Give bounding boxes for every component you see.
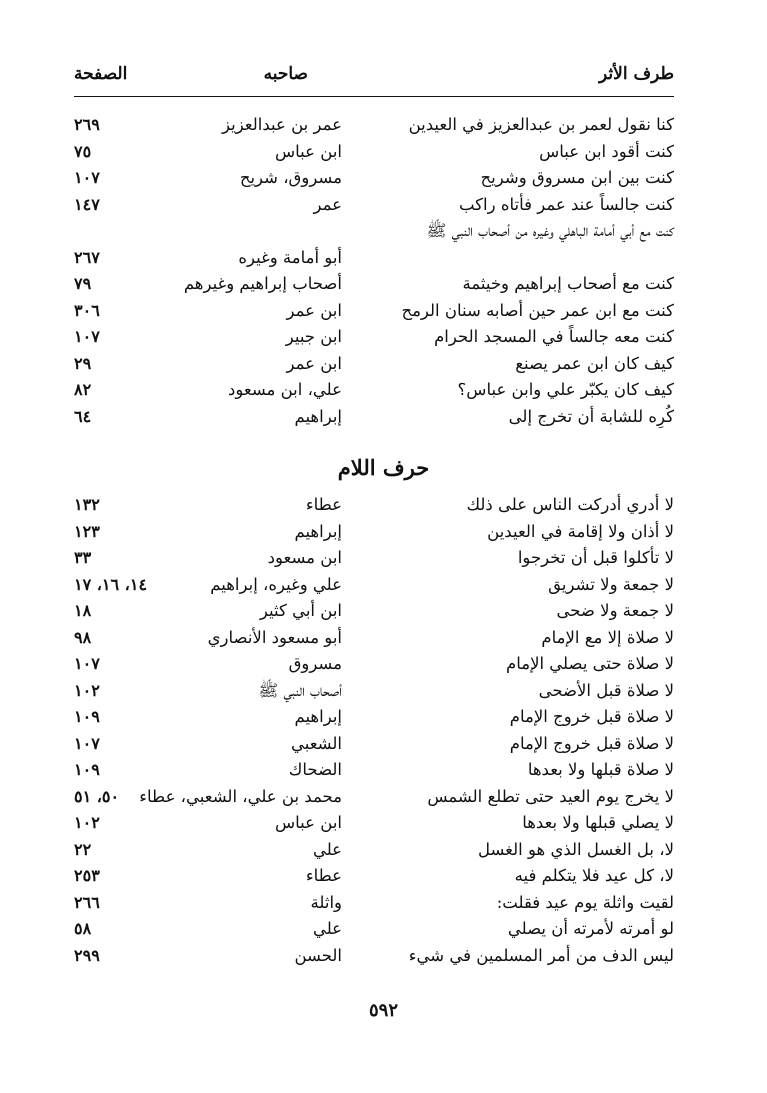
entry-athar: لا جمعة ولا تشريق: [548, 574, 674, 594]
entry-page: ١٣٢: [74, 495, 100, 514]
entry-athar: لا، كل عيد فلا يتكلم فيه: [514, 866, 674, 885]
table-row: [74, 943, 674, 970]
table-row: [74, 519, 674, 546]
entry-sahib: علي: [312, 839, 342, 859]
entry-sahib: علي وغيره، إبراهيم: [210, 574, 342, 594]
header-athar: طرف الأثر: [599, 64, 674, 84]
entry-page: ٢٥٣: [74, 866, 100, 885]
entry-sahib: مسروق: [288, 654, 342, 673]
entry-athar: لا أدري أدركت الناس على ذلك: [466, 495, 674, 514]
table-row: [74, 351, 674, 378]
entry-page: ٣٠٦: [74, 300, 100, 320]
entry-sahib: الحسن: [294, 945, 342, 965]
entry-athar: كنت معه جالساً في المسجد الحرام: [434, 327, 674, 346]
entry-athar: لا صلاة حتى يصلي الإمام: [505, 654, 674, 673]
table-header: [74, 64, 674, 94]
entry-page: ١٠٧: [74, 733, 100, 753]
entry-athar: كيف كان يكبّر علي وابن عباس؟: [457, 380, 674, 399]
entry-sahib: واثلة: [310, 892, 342, 912]
index-section-lam: [74, 492, 674, 969]
table-row: [74, 572, 674, 599]
page-number: ٥٩٢: [368, 1000, 398, 1021]
table-row: [74, 298, 674, 325]
entry-page: ٢٩٩: [74, 945, 100, 965]
entry-athar: لا تأكلوا قبل أن تخرجوا: [517, 548, 674, 567]
header-page: الصفحة: [74, 64, 128, 84]
entry-sahib: إبراهيم: [294, 521, 342, 541]
entry-sahib: الضحاك: [288, 760, 342, 779]
table-row: [74, 139, 674, 166]
entry-page: ١٤٧: [74, 194, 100, 214]
entry-page: ١٨: [74, 601, 92, 620]
entry-sahib: علي: [312, 919, 342, 938]
entry-athar: لا صلاة قبلها ولا بعدها: [527, 760, 674, 779]
entry-page: ١٠٢: [74, 813, 100, 832]
entry-page: ٢٩: [74, 353, 92, 373]
section-title: حرف اللام: [337, 455, 430, 480]
entry-athar: لا يخرج يوم العيد حتى تطلع الشمس: [427, 786, 674, 806]
table-row: [74, 837, 674, 864]
entry-sahib: عطاء: [305, 866, 342, 885]
entry-athar: لا صلاة قبل الأضحى: [538, 680, 674, 700]
table-row: [74, 271, 674, 298]
table-row: [74, 810, 674, 837]
entry-sahib: أبو أمامة وغيره: [238, 247, 342, 267]
entry-sahib: أبو مسعود الأنصاري: [207, 627, 342, 647]
entry-page: ٣٣: [74, 548, 92, 567]
entry-sahib: أصحاب النبي ﷺ: [258, 680, 342, 700]
entry-page: ٩٨: [74, 627, 92, 647]
entry-sahib: إبراهيم: [294, 406, 342, 426]
entry-athar: كنت بين ابن مسروق وشريح: [480, 168, 674, 187]
entry-sahib: مسروق، شريح: [239, 168, 342, 187]
table-row: [74, 890, 674, 917]
entry-page: ١٢٣: [74, 521, 100, 541]
entry-athar: لا صلاة قبل خروج الإمام: [509, 733, 674, 753]
header-rule: [74, 96, 674, 97]
entry-page: ١٠٩: [74, 707, 100, 726]
entry-athar: لا يصلي قبلها ولا بعدها: [522, 813, 674, 832]
entry-sahib: ابن عباس: [275, 141, 342, 161]
entry-athar: لا صلاة إلا مع الإمام: [541, 627, 674, 647]
table-row: [74, 377, 674, 404]
entry-page: ٢٦٧: [74, 247, 100, 267]
entry-page: ٨٢: [74, 380, 92, 399]
entry-athar: ليس الدف من أمر المسلمين في شيء: [408, 945, 674, 965]
table-row: [74, 731, 674, 758]
table-row: [74, 492, 674, 519]
entry-sahib: ابن عباس: [275, 813, 342, 832]
entry-sahib: ابن أبي كثير: [259, 601, 342, 620]
entry-sahib: محمد بن علي، الشعبي، عطاء: [139, 786, 342, 806]
entry-athar: لا أذان ولا إقامة في العيدين: [487, 521, 674, 541]
entry-athar: كنت جالساً عند عمر فأتاه راكب: [458, 194, 674, 214]
table-row: [74, 112, 674, 139]
entry-page: ١٤، ١٦، ١٧: [74, 574, 148, 594]
entry-page: ٢٢: [74, 839, 92, 859]
entry-athar: كنت مع ابن عمر حين أصابه سنان الرمح: [401, 300, 674, 320]
table-row: [74, 192, 674, 219]
entry-athar: كنت مع أصحاب إبراهيم وخيثمة: [462, 274, 674, 293]
entry-sahib: ابن مسعود: [267, 548, 342, 567]
header-sahib: صاحبه: [263, 64, 308, 84]
entry-sahib: الشعبي: [290, 733, 342, 753]
table-row: [74, 757, 674, 784]
entry-sahib: عمر بن عبدالعزيز: [222, 115, 342, 134]
entry-page: ١٠٩: [74, 760, 100, 779]
entry-athar: لا صلاة قبل خروج الإمام: [509, 707, 674, 726]
entry-sahib: أصحاب إبراهيم وغيرهم: [183, 274, 342, 293]
table-row: [74, 598, 674, 625]
table-row: [74, 218, 674, 271]
entry-page: ١٠٢: [74, 680, 100, 700]
table-row: [74, 651, 674, 678]
entry-athar: كُرِه للشابة أن تخرج إلى: [508, 406, 674, 426]
entry-sahib: ابن عمر: [286, 300, 342, 320]
entry-page: ٥٠، ٥١: [74, 786, 120, 806]
entry-page: ١٠٧: [74, 327, 100, 346]
entry-sahib: عمر: [313, 194, 342, 214]
entry-athar: كنت أقود ابن عباس: [539, 141, 674, 161]
entry-athar: كيف كان ابن عمر يصنع: [515, 353, 674, 373]
index-section-kaf: [74, 112, 674, 430]
entry-sahib: عطاء: [305, 495, 342, 514]
table-row: [74, 704, 674, 731]
table-row: [74, 404, 674, 431]
entry-page: ٧٥: [74, 141, 92, 161]
table-row: [74, 625, 674, 652]
table-row: [74, 916, 674, 943]
table-row: [74, 324, 674, 351]
table-row: [74, 545, 674, 572]
entry-page: ٢٦٩: [74, 115, 100, 134]
table-row: [74, 165, 674, 192]
table-row: [74, 784, 674, 811]
entry-athar: لا جمعة ولا ضحى: [556, 601, 674, 620]
entry-athar: كنا نقول لعمر بن عبدالعزيز في العيدين: [408, 115, 674, 134]
entry-athar: لا، بل الغسل الذي هو الغسل: [477, 839, 674, 859]
entry-athar: لقيت واثلة يوم عيد فقلت:: [496, 892, 674, 912]
entry-page: ١٠٧: [74, 654, 100, 673]
table-row: [74, 678, 674, 705]
entry-sahib: ابن عمر: [286, 353, 342, 373]
entry-page: ٧٩: [74, 274, 92, 293]
entry-page: ٦٤: [74, 406, 92, 426]
entry-sahib: إبراهيم: [294, 707, 342, 726]
entry-sahib: علي، ابن مسعود: [227, 380, 342, 399]
entry-page: ٢٦٦: [74, 892, 100, 912]
entry-athar: كنت مع أبي أمامة الباهلي وغيره من أصحاب النبي ﷺ: [426, 221, 674, 240]
entry-page: ٥٨: [74, 919, 92, 938]
entry-sahib: ابن جبير: [285, 327, 342, 346]
entry-athar: لو أمرته لأمرته أن يصلي: [507, 919, 674, 938]
entry-page: ١٠٧: [74, 168, 100, 187]
table-row: [74, 863, 674, 890]
